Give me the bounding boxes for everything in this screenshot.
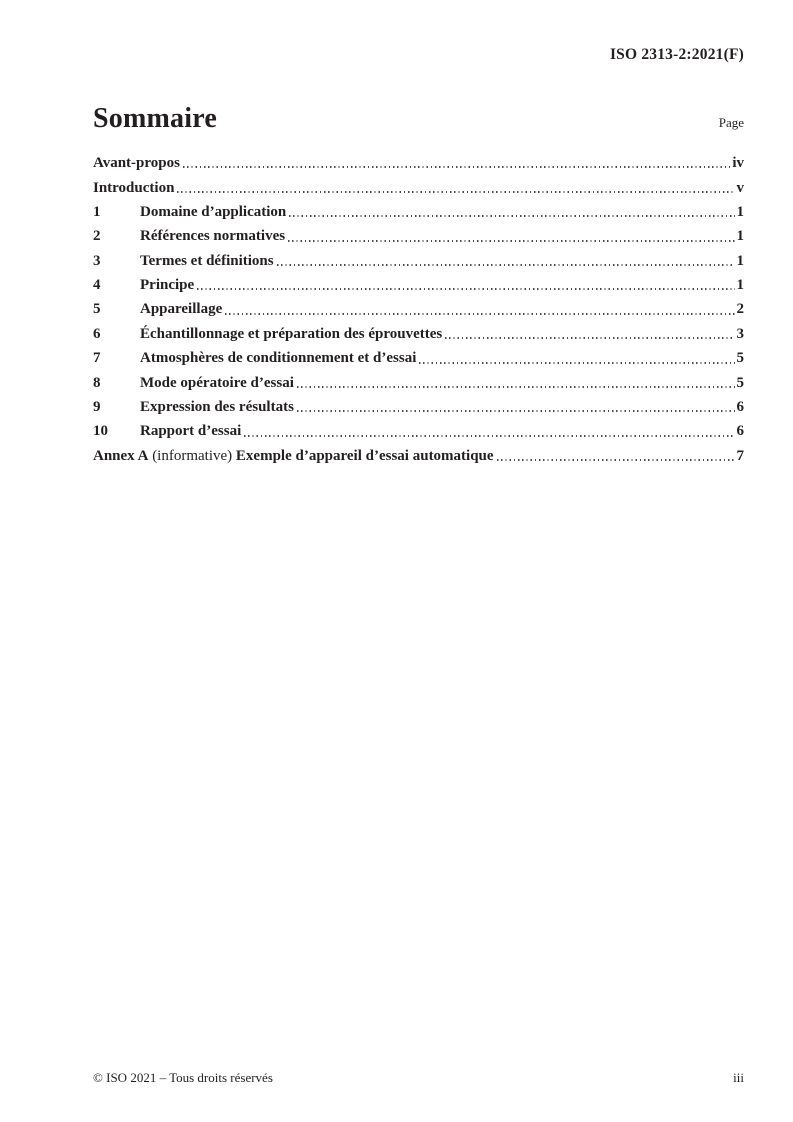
toc-entry-page: 7 [736, 447, 744, 464]
toc-entry-number: 7 [93, 350, 101, 367]
toc-entry-title-part: Introduction [93, 179, 175, 196]
toc-entry-title [140, 423, 241, 440]
toc-entry-title-part: Avant-propos [93, 155, 180, 172]
copyright-notice: © ISO 2021 – Tous droits réservés [93, 1070, 273, 1085]
toc-entry-number: 4 [93, 277, 101, 294]
toc-page-column-label: Page [718, 115, 744, 130]
toc-leader-dots [177, 191, 734, 193]
toc-entry-title-part: Domaine d’application [140, 203, 287, 220]
toc-entry [93, 416, 744, 440]
toc-leader-dots [277, 264, 735, 266]
toc-entry-title [140, 350, 416, 367]
toc-entry-page: 1 [736, 252, 744, 269]
toc-entry [93, 294, 744, 318]
toc-entry-title [140, 375, 294, 392]
toc-entry-page: 1 [736, 228, 744, 245]
toc-entry [93, 392, 744, 416]
toc-entry-page: 6 [736, 399, 744, 416]
toc-entry [93, 270, 744, 294]
toc-entry-page: 5 [736, 374, 744, 391]
toc-entry-page: 6 [736, 423, 744, 440]
toc-entry-number: 2 [93, 228, 101, 245]
toc-entry-title-part: Appareillage [140, 301, 223, 318]
toc-entry [93, 368, 744, 392]
toc-entry-page: 1 [736, 277, 744, 294]
toc-entry-title [93, 155, 180, 172]
toc-entry [93, 441, 744, 465]
toc-title: Sommaire [93, 103, 217, 134]
toc-leader-dots [297, 386, 735, 388]
toc-entry-title-part: Principe [140, 277, 195, 294]
toc-leader-dots [419, 362, 734, 364]
toc-entry-title-part: Annex A [93, 447, 149, 464]
toc-leader-dots [445, 337, 734, 339]
toc-entry-title [140, 277, 194, 294]
toc-leader-dots [225, 313, 734, 315]
toc-entry-title [93, 448, 494, 465]
toc-entry-title-part: Termes et définitions [140, 252, 274, 269]
toc-entry-title [140, 301, 222, 318]
toc-leader-dots [288, 240, 734, 242]
toc-entry-number: 1 [93, 203, 101, 220]
toc-entry-title-part: Mode opératoire d’essai [140, 374, 294, 391]
page-footer [93, 1070, 744, 1086]
toc-entry-title [140, 326, 442, 343]
toc-leader-dots [244, 435, 734, 437]
toc-entry-number: 10 [93, 423, 108, 440]
toc-entry-title-part: Échantillonnage et préparation des éprouvettes [140, 325, 443, 342]
toc-header [93, 103, 744, 135]
toc-entry-number: 3 [93, 252, 101, 269]
toc-list [93, 148, 744, 465]
toc-entry-title [93, 180, 174, 197]
toc-entry [93, 319, 744, 343]
toc-entry-title-part: Exemple d’appareil d’essai automatique [235, 447, 494, 464]
toc-entry-page: iv [732, 155, 744, 172]
toc-entry-page: v [736, 179, 744, 196]
toc-entry-title-part: Expression des résultats [140, 399, 294, 416]
toc-entry-title-part: Rapport d’essai [140, 423, 242, 440]
page-number: iii [733, 1070, 744, 1085]
toc-entry-page: 5 [736, 350, 744, 367]
toc-leader-dots [183, 166, 730, 168]
toc-entry [93, 343, 744, 367]
toc-entry-page: 1 [736, 203, 744, 220]
toc-leader-dots [197, 288, 734, 290]
document-reference: ISO 2313-2:2021(F) [609, 46, 744, 63]
toc-entry [93, 246, 744, 270]
toc-entry [93, 172, 744, 196]
toc-entry-title-part: Références normatives [140, 228, 286, 245]
toc-entry-number: 9 [93, 399, 101, 416]
toc-entry-title [140, 399, 294, 416]
toc-leader-dots [289, 215, 734, 217]
toc-entry [93, 221, 744, 245]
toc-entry-page: 2 [736, 301, 744, 318]
toc-entry-number: 8 [93, 374, 101, 391]
toc-entry-title [140, 253, 274, 270]
toc-leader-dots [297, 410, 735, 412]
toc-entry-title-part: Atmosphères de conditionnement et d’essai [140, 350, 417, 367]
toc-leader-dots [497, 459, 735, 461]
toc-entry-page: 3 [736, 325, 744, 342]
toc-entry-number: 6 [93, 325, 101, 342]
toc-entry-title [140, 228, 285, 245]
toc-entry [93, 148, 744, 172]
toc-entry [93, 197, 744, 221]
toc-entry-title-part: (informative) [148, 447, 236, 464]
toc-entry-number: 5 [93, 301, 101, 318]
toc-entry-title [140, 204, 286, 221]
